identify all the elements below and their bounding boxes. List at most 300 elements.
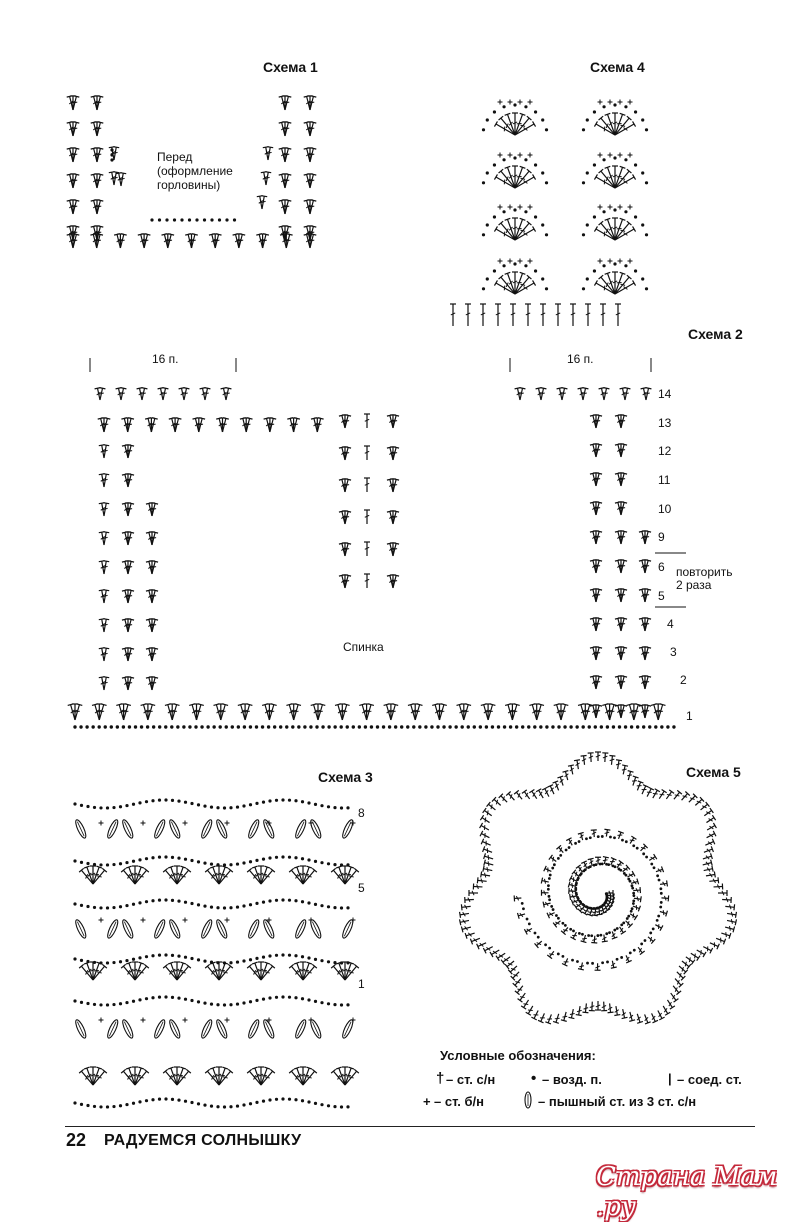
chain-stitch-mark	[582, 233, 585, 236]
chain-stitch-mark	[177, 800, 180, 803]
dc-stitch-mark	[285, 174, 291, 175]
dc-stitch-mark	[461, 926, 463, 932]
dc-stitch-mark	[333, 966, 345, 980]
chain-stitch-mark	[650, 863, 653, 866]
dc-stitch-mark	[163, 388, 169, 389]
chain-stitch-mark	[555, 914, 558, 917]
chain-stitch-mark	[281, 1097, 284, 1100]
chain-stitch-mark	[509, 725, 512, 728]
chain-stitch-mark	[630, 725, 633, 728]
dc-stitch-mark	[219, 963, 225, 980]
dc-stitch-mark	[391, 705, 395, 720]
dc-stitch-mark	[291, 966, 303, 980]
dc-stitch-mark	[152, 503, 158, 504]
chain-stitch-mark	[210, 218, 213, 221]
chain-stitch-mark	[288, 954, 291, 957]
chain-stitch-mark	[301, 1099, 304, 1102]
chain-stitch-mark	[268, 899, 271, 902]
chain-stitch-mark	[586, 277, 589, 280]
dc-stitch-mark	[207, 966, 219, 980]
chain-stitch-mark	[541, 277, 544, 280]
chain-stitch-mark	[482, 181, 485, 184]
chain-stitch-mark	[150, 218, 153, 221]
chain-stitch-mark	[229, 961, 232, 964]
chain-stitch-mark	[145, 955, 148, 958]
dc-stitch-mark	[97, 226, 103, 227]
chain-stitch-mark	[176, 725, 179, 728]
dc-stitch-mark	[611, 967, 617, 968]
repeat-note-line2: 2 раза	[676, 578, 711, 592]
dc-stitch-mark	[622, 769, 627, 770]
chain-stitch-mark	[333, 1105, 336, 1108]
chain-stitch-mark	[430, 725, 433, 728]
chain-stitch-mark	[237, 725, 240, 728]
dc-stitch-mark	[637, 896, 638, 901]
chain-stitch-mark	[526, 918, 529, 921]
dc-stitch-mark	[285, 148, 291, 149]
chain-stitch-mark	[626, 917, 629, 920]
chain-stitch-mark	[138, 1100, 141, 1103]
chain-stitch-mark	[320, 1103, 323, 1106]
chain-stitch-mark	[577, 877, 580, 880]
chain-stitch-mark	[93, 1105, 96, 1108]
chain-stitch-mark	[303, 725, 306, 728]
chain-stitch-mark	[562, 955, 565, 958]
dc-stitch-mark	[152, 648, 158, 649]
chain-stitch-mark	[400, 725, 403, 728]
chain-stitch-mark	[502, 210, 505, 213]
chain-stitch-mark	[242, 804, 245, 807]
dc-stitch-mark	[729, 926, 730, 931]
dc-stitch-mark	[663, 910, 664, 915]
dc-stitch-mark	[615, 223, 629, 240]
chain-stitch-mark	[551, 867, 554, 870]
chain-stitch-mark	[225, 218, 228, 221]
chain-stitch-mark	[182, 725, 185, 728]
dc-stitch-mark	[609, 756, 615, 757]
chain-stitch-mark	[249, 725, 252, 728]
chain-stitch-mark	[547, 884, 550, 887]
dc-stitch-mark	[553, 857, 554, 862]
chain-stitch-mark	[629, 951, 632, 954]
dc-stitch-mark	[515, 118, 529, 135]
chain-stitch-mark	[73, 1101, 76, 1104]
dc-stitch-mark	[620, 178, 625, 179]
dc-stitch-mark	[297, 1068, 303, 1085]
dc-stitch-mark	[582, 938, 587, 939]
dc-stitch-mark	[123, 870, 135, 884]
chain-stitch-mark	[370, 725, 373, 728]
dc-stitch-mark	[223, 418, 229, 419]
dc-stitch-mark	[295, 704, 301, 706]
chain-stitch-mark	[297, 725, 300, 728]
dc-stitch-mark	[593, 912, 598, 913]
chain-stitch-mark	[197, 1102, 200, 1105]
dc-stitch-mark	[578, 969, 584, 970]
chain-stitch-mark	[125, 959, 128, 962]
dc-stitch-mark	[135, 870, 147, 884]
chain-stitch-mark	[327, 960, 330, 963]
dc-stitch-mark	[555, 1018, 560, 1019]
chain-stitch-mark	[255, 999, 258, 1002]
chain-stitch-mark	[572, 929, 575, 932]
dc-stitch-mark	[596, 647, 602, 648]
dc-stitch-mark	[477, 877, 478, 883]
dc-stitch-mark	[120, 173, 126, 174]
chain-stitch-mark	[73, 859, 76, 862]
chain-stitch-mark	[632, 844, 635, 847]
dc-stitch-mark	[650, 937, 651, 942]
chain-stitch-mark	[281, 855, 284, 858]
dc-stitch-mark	[93, 966, 105, 980]
row-number: 9	[658, 530, 665, 544]
dc-stitch-mark	[239, 234, 245, 235]
dc-stitch-mark	[464, 711, 469, 712]
chain-stitch-mark	[86, 905, 89, 908]
dc-stitch-mark	[172, 711, 177, 712]
dc-stitch-mark	[87, 1068, 93, 1085]
dc-stitch-mark	[333, 1071, 345, 1085]
row-number: 5	[358, 881, 365, 895]
legend-item: – ст. с/н	[446, 1072, 495, 1087]
dc-stitch-mark	[97, 122, 103, 123]
chain-stitch-mark	[112, 961, 115, 964]
chain-stitch-mark	[125, 904, 128, 907]
dc-stitch-mark	[440, 711, 445, 712]
chain-stitch-mark	[479, 725, 482, 728]
chain-stitch-mark	[229, 906, 232, 909]
chain-stitch-mark	[104, 725, 107, 728]
dc-stitch-mark	[261, 1068, 267, 1085]
scheme-2-title: Схема 2	[688, 326, 743, 342]
row-number: 4	[667, 617, 674, 631]
chain-stitch-mark	[568, 846, 571, 849]
chain-stitch-mark	[164, 798, 167, 801]
chain-stitch-mark	[656, 919, 659, 922]
chain-stitch-mark	[591, 962, 594, 965]
dc-stitch-mark	[735, 919, 736, 925]
dc-stitch-mark	[576, 1015, 582, 1016]
chain-stitch-mark	[98, 725, 101, 728]
chain-stitch-mark	[275, 1098, 278, 1101]
dc-stitch-mark	[393, 543, 399, 544]
dc-stitch-mark	[113, 172, 119, 173]
chain-stitch-mark	[190, 999, 193, 1002]
chain-stitch-mark	[613, 208, 616, 211]
dc-stitch-mark	[345, 543, 351, 544]
legend-item: – ст. б/н	[434, 1094, 484, 1109]
dc-stitch-mark	[529, 790, 534, 793]
chain-stitch-mark	[134, 725, 137, 728]
chain-stitch-mark	[597, 835, 600, 838]
dc-stitch-mark	[596, 473, 602, 474]
chain-stitch-mark	[340, 1003, 343, 1006]
dc-stitch-mark	[93, 870, 105, 884]
dc-stitch-mark	[577, 1010, 582, 1011]
dc-stitch-mark	[393, 415, 399, 416]
chain-stitch-mark	[233, 218, 236, 221]
dc-stitch-mark	[255, 867, 261, 884]
dc-stitch-mark	[517, 989, 522, 990]
dc-stitch-mark	[621, 560, 627, 561]
dc-stitch-mark	[219, 1071, 231, 1085]
chain-stitch-mark	[243, 725, 246, 728]
chain-stitch-mark	[412, 725, 415, 728]
dc-stitch-mark	[569, 1017, 575, 1018]
dc-stitch-mark	[574, 905, 577, 910]
row-number: 12	[658, 444, 671, 458]
dc-stitch-mark	[261, 870, 273, 884]
dc-stitch-mark	[285, 226, 291, 227]
dc-stitch-mark	[349, 876, 354, 877]
dc-stitch-mark	[622, 1017, 628, 1018]
dc-stitch-mark	[520, 230, 525, 231]
chain-stitch-mark	[125, 1001, 128, 1004]
dc-stitch-mark	[73, 148, 79, 149]
dc-stitch-mark	[604, 829, 610, 830]
dc-stitch-mark	[297, 963, 303, 980]
chain-stitch-mark	[275, 954, 278, 957]
dc-stitch-mark	[207, 1071, 219, 1085]
chain-stitch-mark	[212, 725, 215, 728]
dc-stitch-mark	[199, 418, 205, 419]
chain-stitch-mark	[632, 902, 635, 905]
chain-stitch-mark	[152, 725, 155, 728]
dc-stitch-mark	[345, 447, 351, 448]
chain-stitch-mark	[301, 857, 304, 860]
chain-stitch-mark	[268, 856, 271, 859]
dc-stitch-mark	[570, 1013, 575, 1014]
dc-stitch-mark	[265, 876, 270, 877]
chain-stitch-mark	[301, 800, 304, 803]
chain-stitch-mark	[574, 842, 577, 845]
dc-stitch-mark	[621, 444, 627, 445]
dc-stitch-mark	[646, 388, 652, 389]
chain-stitch-mark	[158, 218, 161, 221]
row-number: 14	[658, 387, 671, 401]
chain-stitch-mark	[210, 1003, 213, 1006]
dc-stitch-mark	[285, 122, 291, 123]
dc-stitch-mark	[270, 418, 276, 419]
dc-stitch-mark	[129, 867, 135, 884]
dc-stitch-mark	[345, 963, 351, 980]
chain-stitch-mark	[616, 927, 619, 930]
dc-stitch-mark	[219, 867, 225, 884]
chain-stitch-mark	[642, 725, 645, 728]
chain-stitch-mark	[315, 725, 318, 728]
chain-stitch-mark	[522, 907, 525, 910]
dc-stitch-mark	[562, 388, 568, 389]
dc-stitch-mark	[176, 418, 182, 419]
dc-stitch-mark	[615, 277, 629, 294]
chain-stitch-mark	[236, 905, 239, 908]
dc-stitch-mark	[640, 896, 641, 902]
chain-stitch-mark	[164, 1097, 167, 1100]
chain-stitch-mark	[309, 725, 312, 728]
chain-stitch-mark	[537, 936, 540, 939]
chain-stitch-mark	[601, 961, 604, 964]
dc-stitch-mark	[512, 711, 517, 712]
dc-stitch-mark	[464, 705, 468, 720]
chain-stitch-mark	[219, 725, 222, 728]
chain-stitch-mark	[557, 953, 560, 956]
dc-stitch-mark	[640, 951, 645, 955]
chain-stitch-mark	[275, 996, 278, 999]
chain-stitch-mark	[565, 849, 568, 852]
dc-stitch-mark	[523, 1004, 528, 1005]
dc-stitch-mark	[515, 277, 529, 294]
dc-stitch-mark	[177, 966, 189, 980]
dc-stitch-mark	[152, 590, 158, 591]
chain-stitch-mark	[85, 725, 88, 728]
dc-stitch-mark	[522, 790, 527, 794]
dc-stitch-mark	[581, 941, 587, 943]
chain-stitch-mark	[119, 805, 122, 808]
dc-stitch-mark	[261, 196, 267, 197]
chain-stitch-mark	[229, 1003, 232, 1006]
chain-stitch-mark	[110, 153, 113, 156]
dc-stitch-mark	[219, 1068, 225, 1085]
dc-stitch-mark	[285, 96, 291, 97]
chain-stitch-mark	[112, 906, 115, 909]
chain-stitch-mark	[659, 906, 662, 909]
dc-stitch-mark	[685, 962, 686, 967]
row-number: 2	[680, 673, 687, 687]
chain-stitch-mark	[301, 900, 304, 903]
chain-stitch-mark	[658, 879, 661, 882]
chain-stitch-mark	[619, 869, 622, 872]
dc-stitch-mark	[615, 118, 629, 135]
chain-stitch-mark	[255, 802, 258, 805]
dc-stitch-mark	[662, 790, 667, 793]
chain-stitch-mark	[634, 110, 637, 113]
dc-stitch-mark	[152, 561, 158, 562]
dc-stitch-mark	[611, 704, 617, 706]
chain-stitch-mark	[294, 1098, 297, 1101]
chain-stitch-mark	[262, 955, 265, 958]
chain-stitch-mark	[262, 1099, 265, 1102]
chain-stitch-mark	[491, 725, 494, 728]
dc-stitch-mark	[461, 904, 462, 910]
chain-stitch-mark	[602, 264, 605, 267]
chain-stitch-mark	[618, 725, 621, 728]
dc-stitch-mark	[303, 963, 309, 980]
chain-stitch-mark	[602, 158, 605, 161]
dc-stitch-mark	[501, 223, 515, 240]
dc-stitch-mark	[128, 474, 134, 475]
dc-stitch-mark	[168, 234, 174, 235]
chain-stitch-mark	[442, 725, 445, 728]
dc-stitch-mark	[621, 502, 627, 503]
chain-stitch-mark	[99, 1105, 102, 1108]
dc-stitch-mark	[121, 234, 127, 235]
dc-stitch-mark	[81, 870, 93, 884]
chain-stitch-mark	[197, 803, 200, 806]
chain-stitch-mark	[122, 725, 125, 728]
chain-stitch-mark	[146, 725, 149, 728]
chain-stitch-mark	[190, 957, 193, 960]
chain-stitch-mark	[561, 922, 564, 925]
chain-stitch-mark	[255, 957, 258, 960]
dc-stitch-mark	[205, 388, 211, 389]
dc-stitch-mark	[710, 808, 714, 813]
chain-stitch-mark	[333, 725, 336, 728]
dc-stitch-mark	[181, 1077, 186, 1078]
chain-stitch-mark	[119, 862, 122, 865]
chain-stitch-mark	[654, 725, 657, 728]
chain-stitch-mark	[524, 158, 527, 161]
chain-stitch-mark	[223, 1105, 226, 1108]
chain-stitch-mark	[112, 1105, 115, 1108]
chain-stitch-mark	[666, 725, 669, 728]
dc-stitch-mark	[149, 704, 155, 706]
dc-stitch-mark	[197, 705, 201, 720]
chain-stitch-mark	[581, 933, 584, 936]
chain-stitch-mark	[301, 997, 304, 1000]
chain-stitch-mark	[236, 862, 239, 865]
chain-stitch-mark	[158, 799, 161, 802]
row-number: 1	[686, 709, 693, 723]
dc-stitch-mark	[487, 867, 488, 872]
dc-stitch-mark	[393, 447, 399, 448]
dc-stitch-mark	[310, 200, 316, 201]
dc-stitch-mark	[514, 704, 520, 706]
chain-stitch-mark	[177, 857, 180, 860]
chain-stitch-mark	[652, 927, 655, 930]
chain-stitch-mark	[307, 901, 310, 904]
chain-stitch-mark	[346, 725, 349, 728]
dc-stitch-mark	[654, 854, 657, 859]
chain-stitch-mark	[653, 866, 656, 869]
chain-stitch-mark	[229, 863, 232, 866]
chain-stitch-mark	[93, 906, 96, 909]
chain-stitch-mark	[578, 840, 581, 843]
dc-stitch-mark	[213, 963, 219, 980]
dc-stitch-mark	[629, 1020, 635, 1022]
chain-stitch-mark	[268, 799, 271, 802]
dc-stitch-mark	[561, 1020, 567, 1022]
chain-stitch-mark	[80, 804, 83, 807]
chain-stitch-mark	[582, 287, 585, 290]
chain-stitch-mark	[197, 958, 200, 961]
dc-stitch-mark	[165, 966, 177, 980]
chain-stitch-mark	[513, 262, 516, 265]
dc-stitch-mark	[310, 148, 316, 149]
chain-stitch-mark	[503, 725, 506, 728]
dc-stitch-mark	[491, 804, 492, 809]
chain-stitch-mark	[216, 1003, 219, 1006]
chain-stitch-mark	[406, 725, 409, 728]
dc-stitch-mark	[103, 503, 109, 504]
legend-item: – пышный ст. из 3 ст. с/н	[538, 1094, 696, 1109]
chain-stitch-mark	[564, 924, 567, 927]
dc-stitch-mark	[97, 148, 103, 149]
dc-stitch-mark	[128, 532, 134, 533]
chain-stitch-mark	[534, 163, 537, 166]
chain-stitch-mark	[301, 955, 304, 958]
dc-stitch-mark	[501, 960, 505, 965]
chain-stitch-mark	[620, 956, 623, 959]
chain-stitch-mark	[548, 898, 551, 901]
dc-stitch-mark	[582, 1012, 588, 1013]
chain-stitch-mark	[99, 863, 102, 866]
chain-stitch-mark	[210, 906, 213, 909]
chain-stitch-mark	[106, 806, 109, 809]
chain-stitch-mark	[586, 118, 589, 121]
dc-stitch-mark	[269, 711, 274, 712]
dc-stitch-mark	[537, 705, 541, 720]
dc-stitch-mark	[192, 234, 198, 235]
